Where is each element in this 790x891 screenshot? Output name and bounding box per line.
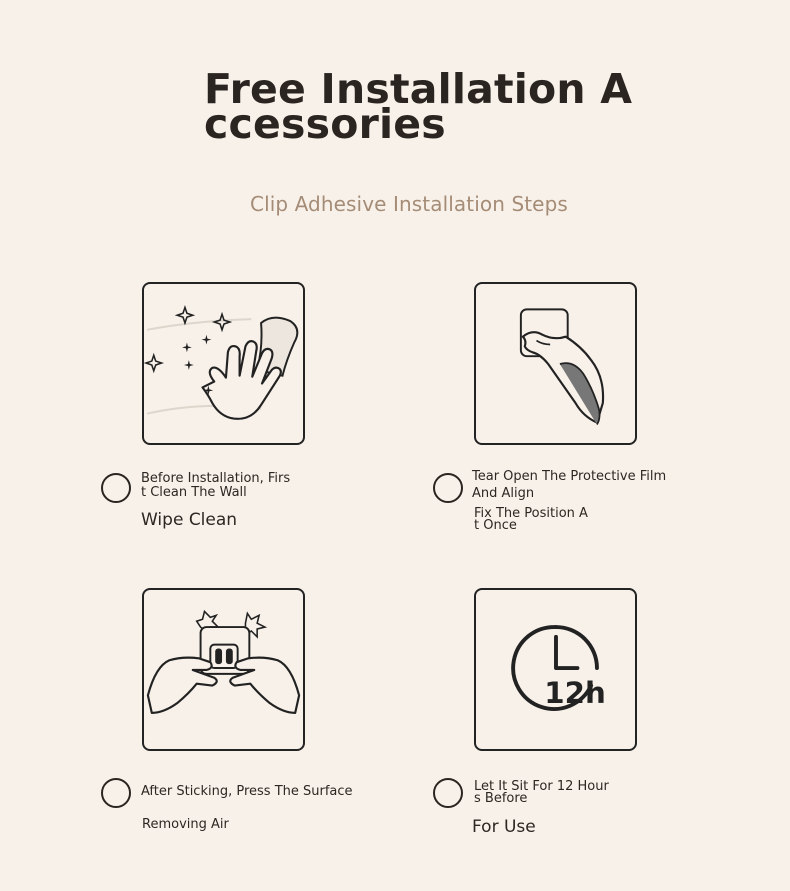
step-4-text-line-3: For Use [472, 817, 536, 837]
step-2-text-line-4: t Once [474, 518, 517, 533]
peel-film-icon [476, 284, 635, 443]
page-subtitle: Clip Adhesive Installation Steps [250, 192, 568, 216]
step-1-text-line-2: t Clean The Wall [141, 485, 247, 500]
step-3-bullet [101, 778, 131, 808]
step-1-bullet [101, 473, 131, 503]
press-surface-icon [144, 590, 303, 749]
step-2-text-line-3: Fix The Position A [474, 506, 588, 521]
step-2-text-line-1: Tear Open The Protective Film [472, 469, 667, 484]
step-3-illustration [142, 588, 305, 751]
clock-12h-icon [476, 590, 635, 749]
step-1-illustration [142, 282, 305, 445]
step-2-bullet [433, 473, 463, 503]
step-4-illustration [474, 588, 637, 751]
step-3-text-line-1: After Sticking, Press The Surface [141, 784, 353, 799]
step-2-illustration [474, 282, 637, 445]
step-1-text-line-3: Wipe Clean [141, 510, 238, 530]
step-3-text-line-2: Removing Air [142, 817, 229, 832]
clock-label: 12h [544, 676, 606, 711]
page-title [204, 65, 633, 148]
title-line-2: ccessories [204, 100, 446, 148]
step-2-text-line-2: And Align [472, 486, 535, 501]
step-4-text-line-1: Let It Sit For 12 Hour [474, 779, 609, 794]
hand-wipe-icon [144, 284, 303, 443]
title-line-1: Free Installation A [204, 65, 633, 113]
step-4-bullet [433, 778, 463, 808]
step-4-text-line-2: s Before [474, 791, 528, 806]
step-1-text-line-1: Before Installation, Firs [141, 471, 291, 486]
